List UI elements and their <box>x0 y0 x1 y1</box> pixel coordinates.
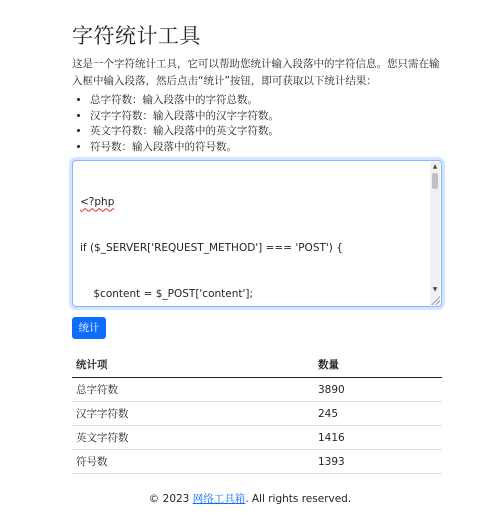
footer <box>0 491 500 506</box>
feature-item: • 总字符数：输入段落中的字符总数。 <box>90 93 279 109</box>
stat-value: 245 <box>314 402 442 426</box>
feature-item: • 汉字字符数：输入段落中的汉字字符数。 <box>90 109 279 125</box>
textarea-content[interactable] <box>80 165 427 302</box>
table-row <box>72 378 442 402</box>
feature-item: • 英文字符数：输入段落中的英文字符数。 <box>90 124 279 140</box>
stat-label: 总字符数 <box>72 378 314 402</box>
stat-label: 汉字字符数 <box>72 402 314 426</box>
footer-suffix: . All rights reserved. <box>245 493 352 505</box>
feature-list <box>72 93 279 155</box>
resize-handle-icon[interactable] <box>430 295 440 305</box>
textarea-scrollbar[interactable] <box>430 162 440 305</box>
column-header: 数量 <box>314 351 442 378</box>
stat-value: 1393 <box>314 450 442 474</box>
table-row <box>72 402 442 426</box>
count-button[interactable]: 统计 <box>72 317 106 339</box>
scroll-thumb[interactable] <box>432 173 438 189</box>
stat-label: 符号数 <box>72 450 314 474</box>
column-header: 统计项 <box>72 351 314 378</box>
code-line: if ($_SERVER['REQUEST_METHOD'] === 'POST') { <box>80 242 343 255</box>
scroll-up-arrow-icon[interactable]: ▲ <box>432 163 438 170</box>
code-line <box>80 195 427 210</box>
feature-item: • 符号数：输入段落中的符号数。 <box>90 140 279 156</box>
footer-link[interactable]: 网络工具箱 <box>192 493 246 505</box>
content-textarea[interactable] <box>72 160 442 307</box>
page-title: 字符统计工具 <box>72 24 201 48</box>
code-line: $content = $_POST['content']; <box>80 287 254 300</box>
footer-copyright: © 2023 <box>148 493 193 505</box>
stat-value: 3890 <box>314 378 442 402</box>
code-line-text: <?php <box>80 196 115 209</box>
stat-value: 1416 <box>314 426 442 450</box>
table-row <box>72 426 442 450</box>
table-row <box>72 450 442 474</box>
stat-label: 英文字符数 <box>72 426 314 450</box>
scroll-down-arrow-icon[interactable]: ▼ <box>432 286 438 293</box>
intro-text: 这是一个字符统计工具，它可以帮助您统计输入段落中的字符信息。您只需在输入框中输入段落，然后点击“统计”按钮，即可获取以下统计结果： <box>72 58 440 87</box>
results-table <box>72 351 442 474</box>
table-header-row <box>72 351 442 378</box>
